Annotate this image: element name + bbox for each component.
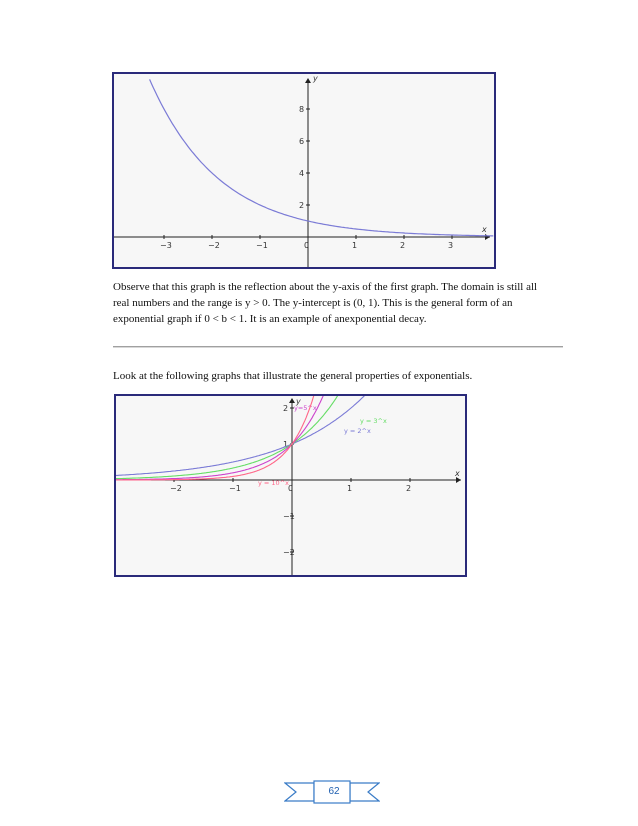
y-tick-label: 2 — [299, 201, 305, 210]
x-tick-label: 0 — [304, 241, 310, 250]
x-tick-label: −1 — [256, 241, 268, 250]
x-tick-label: −3 — [160, 241, 172, 250]
page-number: 62 — [328, 786, 340, 797]
decay-curve — [150, 79, 494, 236]
x-tick-label: 3 — [448, 241, 454, 250]
section-divider — [113, 346, 563, 348]
y-axis-label: y — [296, 397, 301, 406]
y-tick-label: 4 — [299, 169, 305, 178]
curve-label-base-10: y = 10^x — [258, 479, 289, 487]
x-axis-label: x — [482, 225, 487, 234]
x-axis-label: x — [455, 469, 460, 478]
properties-paragraph: Look at the following graphs that illustrate the general properties of exponentials. — [113, 370, 473, 382]
x-axis-arrow — [485, 234, 490, 240]
x-tick-label: −2 — [170, 484, 182, 493]
x-tick-label: 1 — [352, 241, 358, 250]
curve-label-base-2: y = 2^x — [344, 427, 371, 435]
x-tick-label: 1 — [347, 484, 353, 493]
y-axis-arrow — [305, 78, 311, 83]
x-tick-label: 2 — [400, 241, 406, 250]
y-tick-label: 1 — [283, 440, 289, 449]
decay-graph-svg — [114, 74, 494, 267]
y-axis-label: y — [313, 74, 318, 83]
growth-graph-svg — [116, 396, 465, 575]
curve-label-base-5: y=5^x — [294, 404, 317, 412]
reflection-paragraph: Observe that this graph is the reflection about the y-axis of the first graph. The domain is still all real numbers and the range is y > 0. The y-intercept is (0, 1). This is the general form of an exponential graph if 0 < b < 1. It is an example of anexponential decay. — [113, 281, 538, 325]
y-tick-label: 6 — [299, 137, 305, 146]
exponential-decay-graph — [112, 72, 496, 269]
y-tick-label: −1 — [283, 512, 295, 521]
y-tick-label: −2 — [283, 548, 295, 557]
x-tick-label: −2 — [208, 241, 220, 250]
y-axis-arrow — [289, 398, 295, 403]
x-tick-label: −1 — [229, 484, 241, 493]
curve-base-2 — [116, 396, 369, 476]
y-tick-label: 2 — [283, 404, 289, 413]
y-tick-label: 8 — [299, 105, 305, 114]
curve-label-base-3: y = 3^x — [360, 417, 387, 425]
x-tick-label: 2 — [406, 484, 412, 493]
x-tick-label: 0 — [288, 484, 294, 493]
exponential-growth-graph — [114, 394, 467, 577]
